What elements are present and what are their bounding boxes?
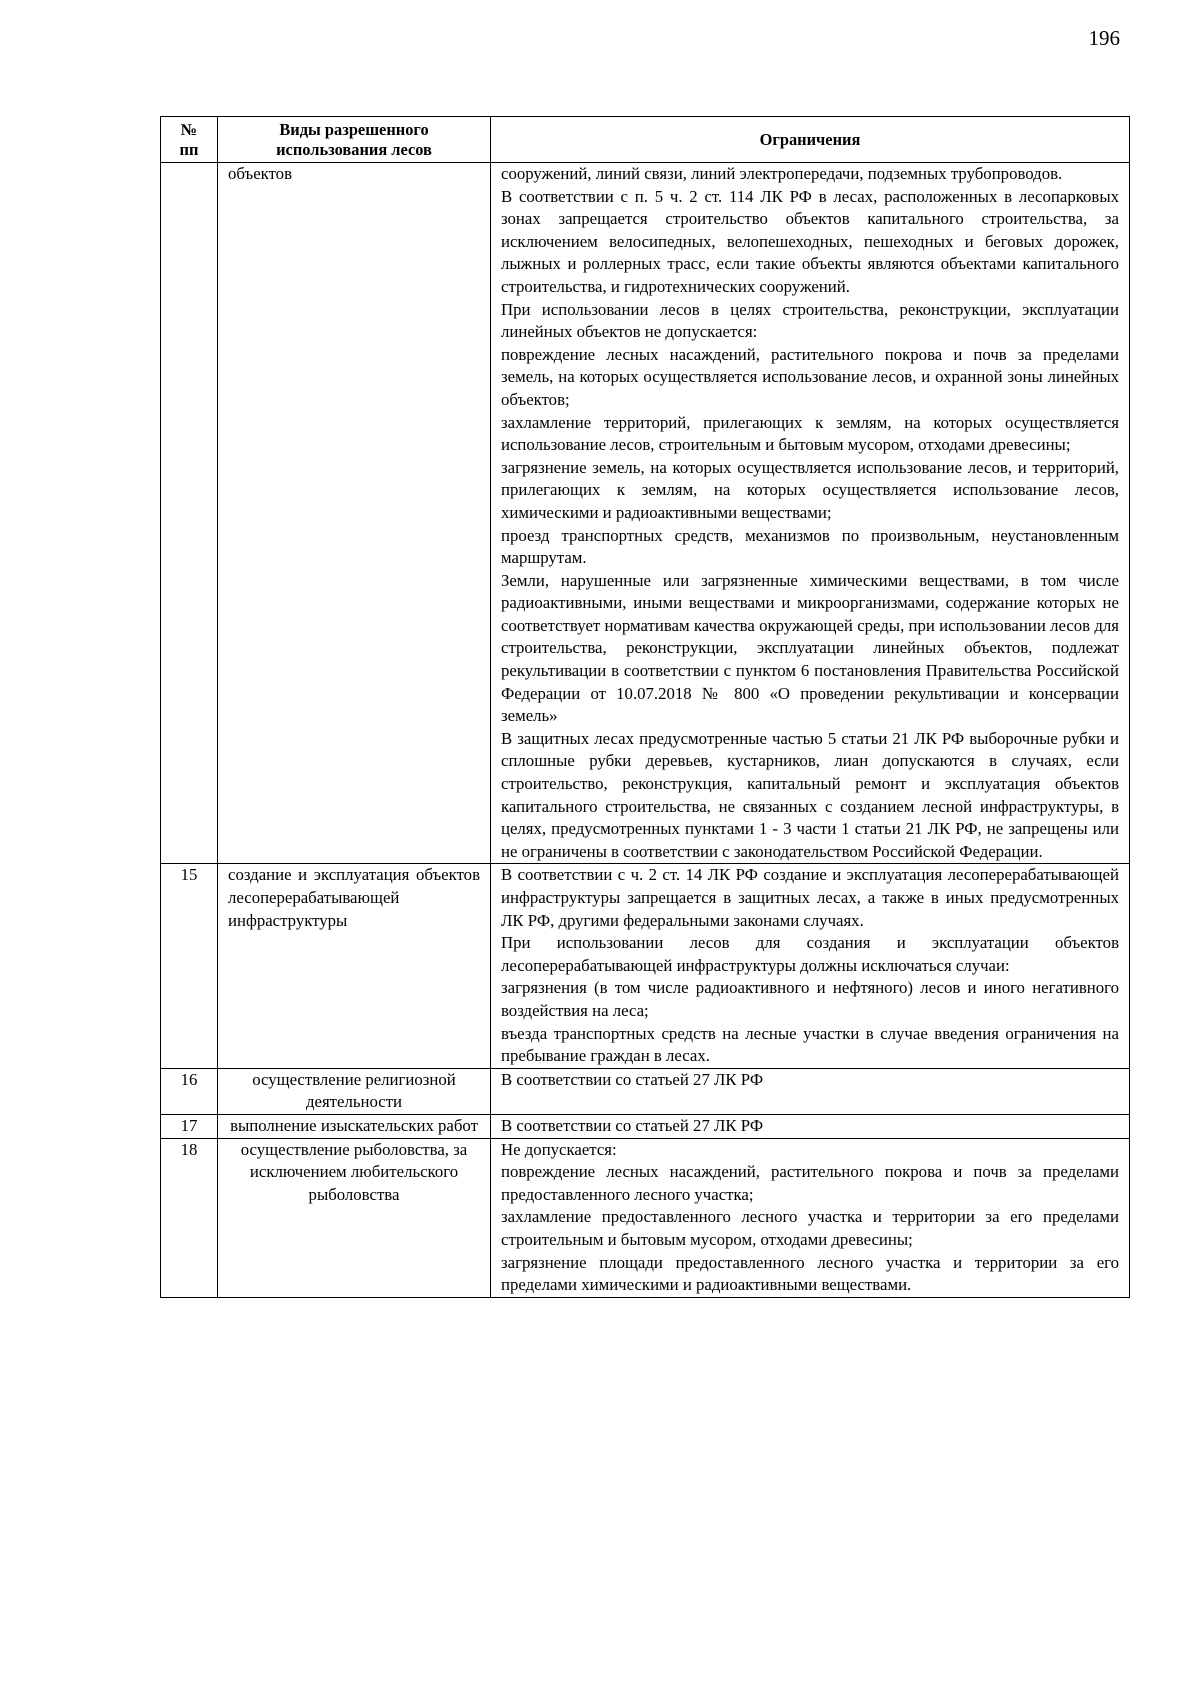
restriction-paragraph: В соответствии со статьей 27 ЛК РФ — [501, 1115, 764, 1135]
row-number: 15 — [161, 864, 218, 1068]
row-restrictions — [491, 1114, 1130, 1138]
header-number — [161, 117, 218, 163]
restriction-paragraph: загрязнение земель, на которых осуществляется использование лесов, и территорий, прилегающих к землям, на которых осуществляется использование лесов, химическими и радиоактивными веществами; — [501, 457, 1119, 522]
restriction-paragraph: При использовании лесов для создания и эксплуатации объектов лесоперерабатывающей инфраструктуры должны исключаться случаи: — [501, 933, 1119, 975]
restriction-paragraph: сооружений, линий связи, линий электропередачи, подземных трубопроводов. — [501, 164, 1063, 183]
restriction-paragraph: Не допускается: — [501, 1139, 617, 1159]
row-number — [161, 163, 218, 864]
row-usage-type: создание и эксплуатация объектов лесоперерабатывающей инфраструктуры — [218, 864, 491, 1068]
header-usage-type-line-1: Виды разрешенного — [279, 120, 429, 139]
row-restrictions — [491, 1138, 1130, 1297]
restriction-paragraph: В соответствии со статьей 27 ЛК РФ — [501, 1069, 764, 1089]
row-usage-type: осуществление рыболовства, за исключением любительского рыболовства — [218, 1138, 491, 1297]
restriction-paragraph: захламление территорий, прилегающих к землям, на которых осуществляется использование лесов, строительным и бытовым мусором, отходами древесины; — [501, 412, 1119, 455]
row-restrictions — [491, 163, 1130, 864]
page-number: 196 — [1088, 26, 1120, 50]
row-restrictions — [491, 1068, 1130, 1114]
table-row — [161, 864, 1130, 1068]
restriction-paragraph: захламление предоставленного лесного участка и территории за его пределами строительным и бытовым мусором, отходами древесины; — [501, 1207, 1119, 1249]
restriction-paragraph: Земли, нарушенные или загрязненные химическими веществами, в том числе радиоактивными, иными веществами и микроорганизмами, содержание которых не соответствует нормативам качества окружающей среды, при использовании лесов для строительства, реконструкции, эксплуатации линейных объектов, подлежат рекультивации в соответствии с пунктом 6 постановления Правительства Российской Федерации от 10.07.2018 № 800 «О проведении рекультивации и консервации земель» — [501, 570, 1119, 726]
header-usage-type-line-2: использования лесов — [276, 140, 432, 159]
table-row — [161, 1138, 1130, 1297]
restriction-paragraph: При использовании лесов в целях строительства, реконструкции, эксплуатации линейных объектов не допускается: — [501, 299, 1119, 342]
header-restrictions: Ограничения — [491, 117, 1130, 163]
table-row — [161, 1068, 1130, 1114]
restriction-paragraph: В соответствии с ч. 2 ст. 14 ЛК РФ создание и эксплуатация лесоперерабатывающей инфраструктуры запрещается в защитных лесах, а также в иных предусмотренных ЛК РФ, другими федеральными законами случаях. — [501, 865, 1119, 930]
restriction-paragraph: загрязнения (в том числе радиоактивного и нефтяного) лесов и иного негативного воздействия на леса; — [501, 978, 1119, 1020]
table-row — [161, 1114, 1130, 1138]
restriction-paragraph: В соответствии с п. 5 ч. 2 ст. 114 ЛК РФ в лесах, расположенных в лесопарковых зонах запрещается строительство объектов капитального строительства, за исключением велосипедных, велопешеходных, пешеходных и беговых дорожек, лыжных и роллерных трасс, если такие объекты являются объектами капитального строительства, и гидротехнических сооружений. — [501, 186, 1119, 296]
table-row — [161, 163, 1130, 864]
header-usage-type — [218, 117, 491, 163]
header-number-line-2: пп — [179, 140, 199, 159]
row-usage-type: осуществление религиозной деятельности — [218, 1068, 491, 1114]
row-usage-type: объектов — [218, 163, 491, 864]
table-header-row — [161, 117, 1130, 163]
row-restrictions — [491, 864, 1130, 1068]
restriction-paragraph: повреждение лесных насаждений, растительного покрова и почв за пределами предоставленного лесного участка; — [501, 1162, 1119, 1204]
restriction-paragraph: В защитных лесах предусмотренные частью 5 статьи 21 ЛК РФ выборочные рубки и сплошные рубки деревьев, кустарников, лиан допускаются в случаях, если строительство, реконструкция, капитальный ремонт и эксплуатация объектов капитального строительства, не связанных с созданием лесной инфраструктуры, в целях, предусмотренных пунктами 1 - 3 части 1 статьи 21 ЛК РФ, не запрещены или не ограничены в соответствии с законодательством Российской Федерации. — [501, 728, 1119, 861]
row-number: 18 — [161, 1138, 218, 1297]
row-usage-type: выполнение изыскательских работ — [218, 1114, 491, 1138]
restriction-paragraph: проезд транспортных средств, механизмов по произвольным, неустановленным маршрутам. — [501, 525, 1119, 568]
restriction-paragraph: повреждение лесных насаждений, растительного покрова и почв за пределами земель, на которых осуществляется использование лесов, и охранной зоны линейных объектов; — [501, 344, 1119, 409]
restriction-paragraph: загрязнение площади предоставленного лесного участка и территории за его пределами химическими и радиоактивными веществами. — [501, 1252, 1119, 1295]
restrictions-table — [160, 116, 1130, 1298]
header-number-line-1: № — [180, 120, 198, 139]
row-number: 17 — [161, 1114, 218, 1138]
restriction-paragraph: въезда транспортных средств на лесные участки в случае введения ограничения на пребывание граждан в лесах. — [501, 1023, 1119, 1066]
row-number: 16 — [161, 1068, 218, 1114]
